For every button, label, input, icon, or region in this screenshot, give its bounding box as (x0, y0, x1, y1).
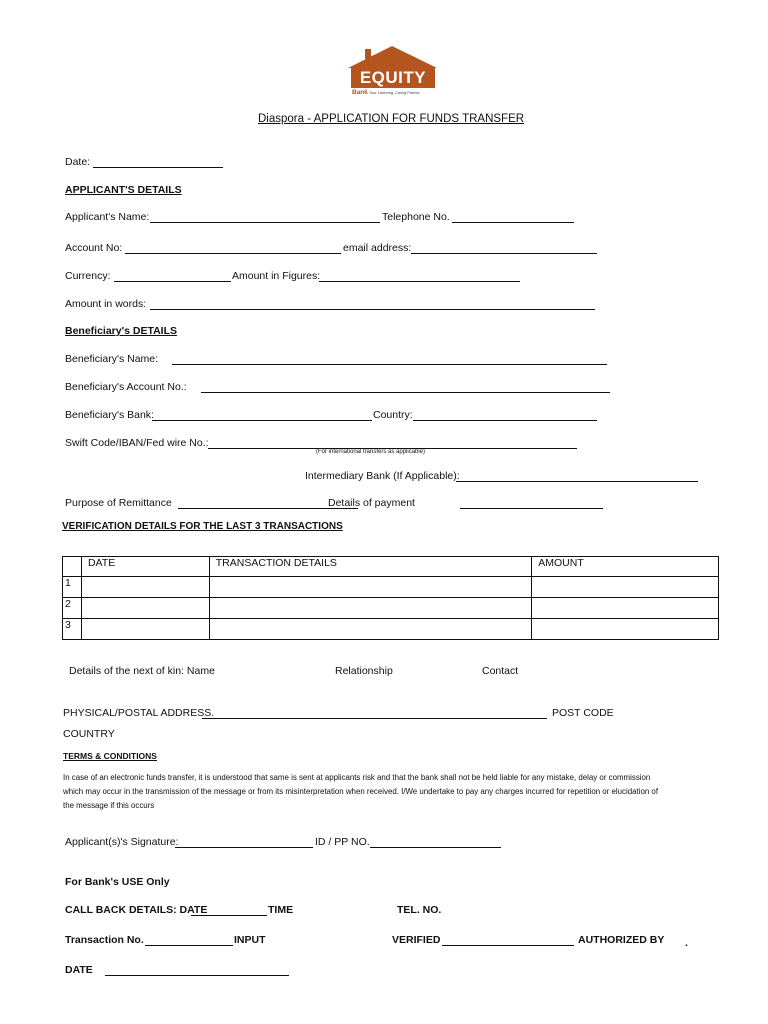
amount-cell[interactable] (532, 598, 719, 619)
signature-label: Applicant(s)'s Signature: (65, 836, 179, 848)
amount-words-field[interactable] (150, 309, 595, 310)
currency-label: Currency: (65, 270, 111, 282)
beneficiary-name-label: Beneficiary's Name: (65, 353, 159, 365)
swift-note: (For international transfers as applicable) (316, 449, 426, 455)
address-country-label: COUNTRY (63, 728, 115, 740)
table-row (63, 577, 719, 598)
amount-figures-label: Amount in Figures: (232, 270, 321, 282)
bank-date-field[interactable] (105, 975, 289, 976)
details-of-payment-label: Details of payment (328, 497, 415, 509)
physical-address-label: PHYSICAL/POSTAL ADDRESS. (63, 707, 215, 719)
form-title: Diaspora - APPLICATION FOR FUNDS TRANSFER (258, 113, 525, 125)
row-number: 3 (63, 619, 82, 640)
date-cell[interactable] (81, 598, 209, 619)
email-field[interactable] (411, 253, 597, 254)
column-header-index (63, 557, 82, 577)
post-code-label: POST CODE (552, 707, 614, 719)
beneficiary-name-field[interactable] (172, 364, 607, 365)
terms-heading: TERMS & CONDITIONS (63, 751, 157, 761)
beneficiary-account-label: Beneficiary's Account No.: (65, 381, 187, 393)
applicant-heading: APPLICANT'S DETAILS (65, 184, 182, 196)
applicant-name-field[interactable] (150, 222, 380, 223)
beneficiary-country-field[interactable] (413, 420, 597, 421)
tel-no-label: TEL. NO. (397, 904, 442, 916)
purpose-label: Purpose of Remittance (65, 497, 172, 509)
details-of-payment-field[interactable] (460, 508, 603, 509)
currency-field[interactable] (114, 281, 231, 282)
callback-date-label: CALL BACK DETAILS: DATE (65, 904, 208, 916)
beneficiary-bank-field[interactable] (152, 420, 372, 421)
verification-table (62, 556, 719, 640)
logo-brand: EQUITY (359, 68, 427, 87)
beneficiary-account-field[interactable] (201, 392, 610, 393)
verified-field[interactable] (442, 945, 574, 946)
logo-tagline: Your Listening, Caring Partner (369, 91, 420, 95)
table-row (63, 619, 719, 640)
date-field[interactable] (93, 167, 223, 168)
row-number: 1 (63, 577, 82, 598)
terms-line-2: which may occur in the transmission of the message or from its misinterpretation when received. I/We undertake to pay any charges incurred for repetition or elucidation of (63, 787, 659, 796)
amount-figures-field[interactable] (319, 281, 520, 282)
verified-label: VERIFIED (392, 934, 441, 946)
telephone-label: Telephone No. (382, 211, 450, 223)
logo-sub: Bank (352, 89, 368, 96)
transaction-details-cell[interactable] (209, 619, 531, 640)
intermediary-label: Intermediary Bank (If Applicable): (305, 470, 460, 482)
swift-label: Swift Code/IBAN/Fed wire No.: (65, 437, 209, 449)
account-no-label: Account No: (65, 242, 123, 254)
transaction-no-label: Transaction No. (65, 934, 144, 946)
next-of-kin-name-label: Details of the next of kin: Name (69, 665, 215, 677)
account-no-field[interactable] (125, 253, 341, 254)
terms-line-1: In case of an electronic funds transfer, it is understood that same is sent at applicants risk and that the bank shall not be held liable for any mistake, delay or commission (63, 773, 651, 782)
transaction-details-cell[interactable] (209, 577, 531, 598)
authorized-by-dot: . (685, 937, 688, 949)
beneficiary-heading: Beneficiary's DETAILS (65, 325, 178, 337)
column-header-amount: AMOUNT (532, 557, 719, 577)
id-pp-label: ID / PP NO. (315, 836, 370, 848)
row-number: 2 (63, 598, 82, 619)
date-cell[interactable] (81, 619, 209, 640)
column-header-date: DATE (81, 557, 209, 577)
intermediary-field[interactable] (456, 481, 698, 482)
table-row (63, 598, 719, 619)
signature-field[interactable] (175, 847, 313, 848)
applicant-name-label: Applicant's Name: (65, 211, 150, 223)
callback-time-label: TIME (268, 904, 294, 916)
physical-address-field[interactable] (202, 718, 547, 719)
input-label: INPUT (234, 934, 266, 946)
equity-bank-logo (345, 44, 440, 100)
email-label: email address: (343, 242, 412, 254)
beneficiary-bank-label: Beneficiary's Bank: (65, 409, 154, 421)
id-pp-field[interactable] (370, 847, 501, 848)
terms-line-3: the message if this occurs (63, 801, 155, 810)
telephone-field[interactable] (452, 222, 574, 223)
next-of-kin-contact-label: Contact (482, 665, 519, 677)
date-cell[interactable] (81, 577, 209, 598)
transaction-details-cell[interactable] (209, 598, 531, 619)
amount-cell[interactable] (532, 577, 719, 598)
callback-date-field[interactable] (191, 915, 267, 916)
amount-words-label: Amount in words: (65, 298, 147, 310)
bank-use-heading: For Bank's USE Only (65, 876, 170, 888)
date-label: Date: (65, 156, 91, 168)
beneficiary-country-label: Country: (373, 409, 413, 421)
bank-date-label: DATE (65, 964, 93, 976)
verification-heading: VERIFICATION DETAILS FOR THE LAST 3 TRANSACTIONS (62, 521, 343, 532)
column-header-transaction-details: TRANSACTION DETAILS (209, 557, 531, 577)
amount-cell[interactable] (532, 619, 719, 640)
transaction-no-field[interactable] (145, 945, 233, 946)
authorized-by-label: AUTHORIZED BY (578, 934, 665, 946)
table-header-row (63, 557, 719, 577)
next-of-kin-relationship-label: Relationship (335, 665, 393, 677)
